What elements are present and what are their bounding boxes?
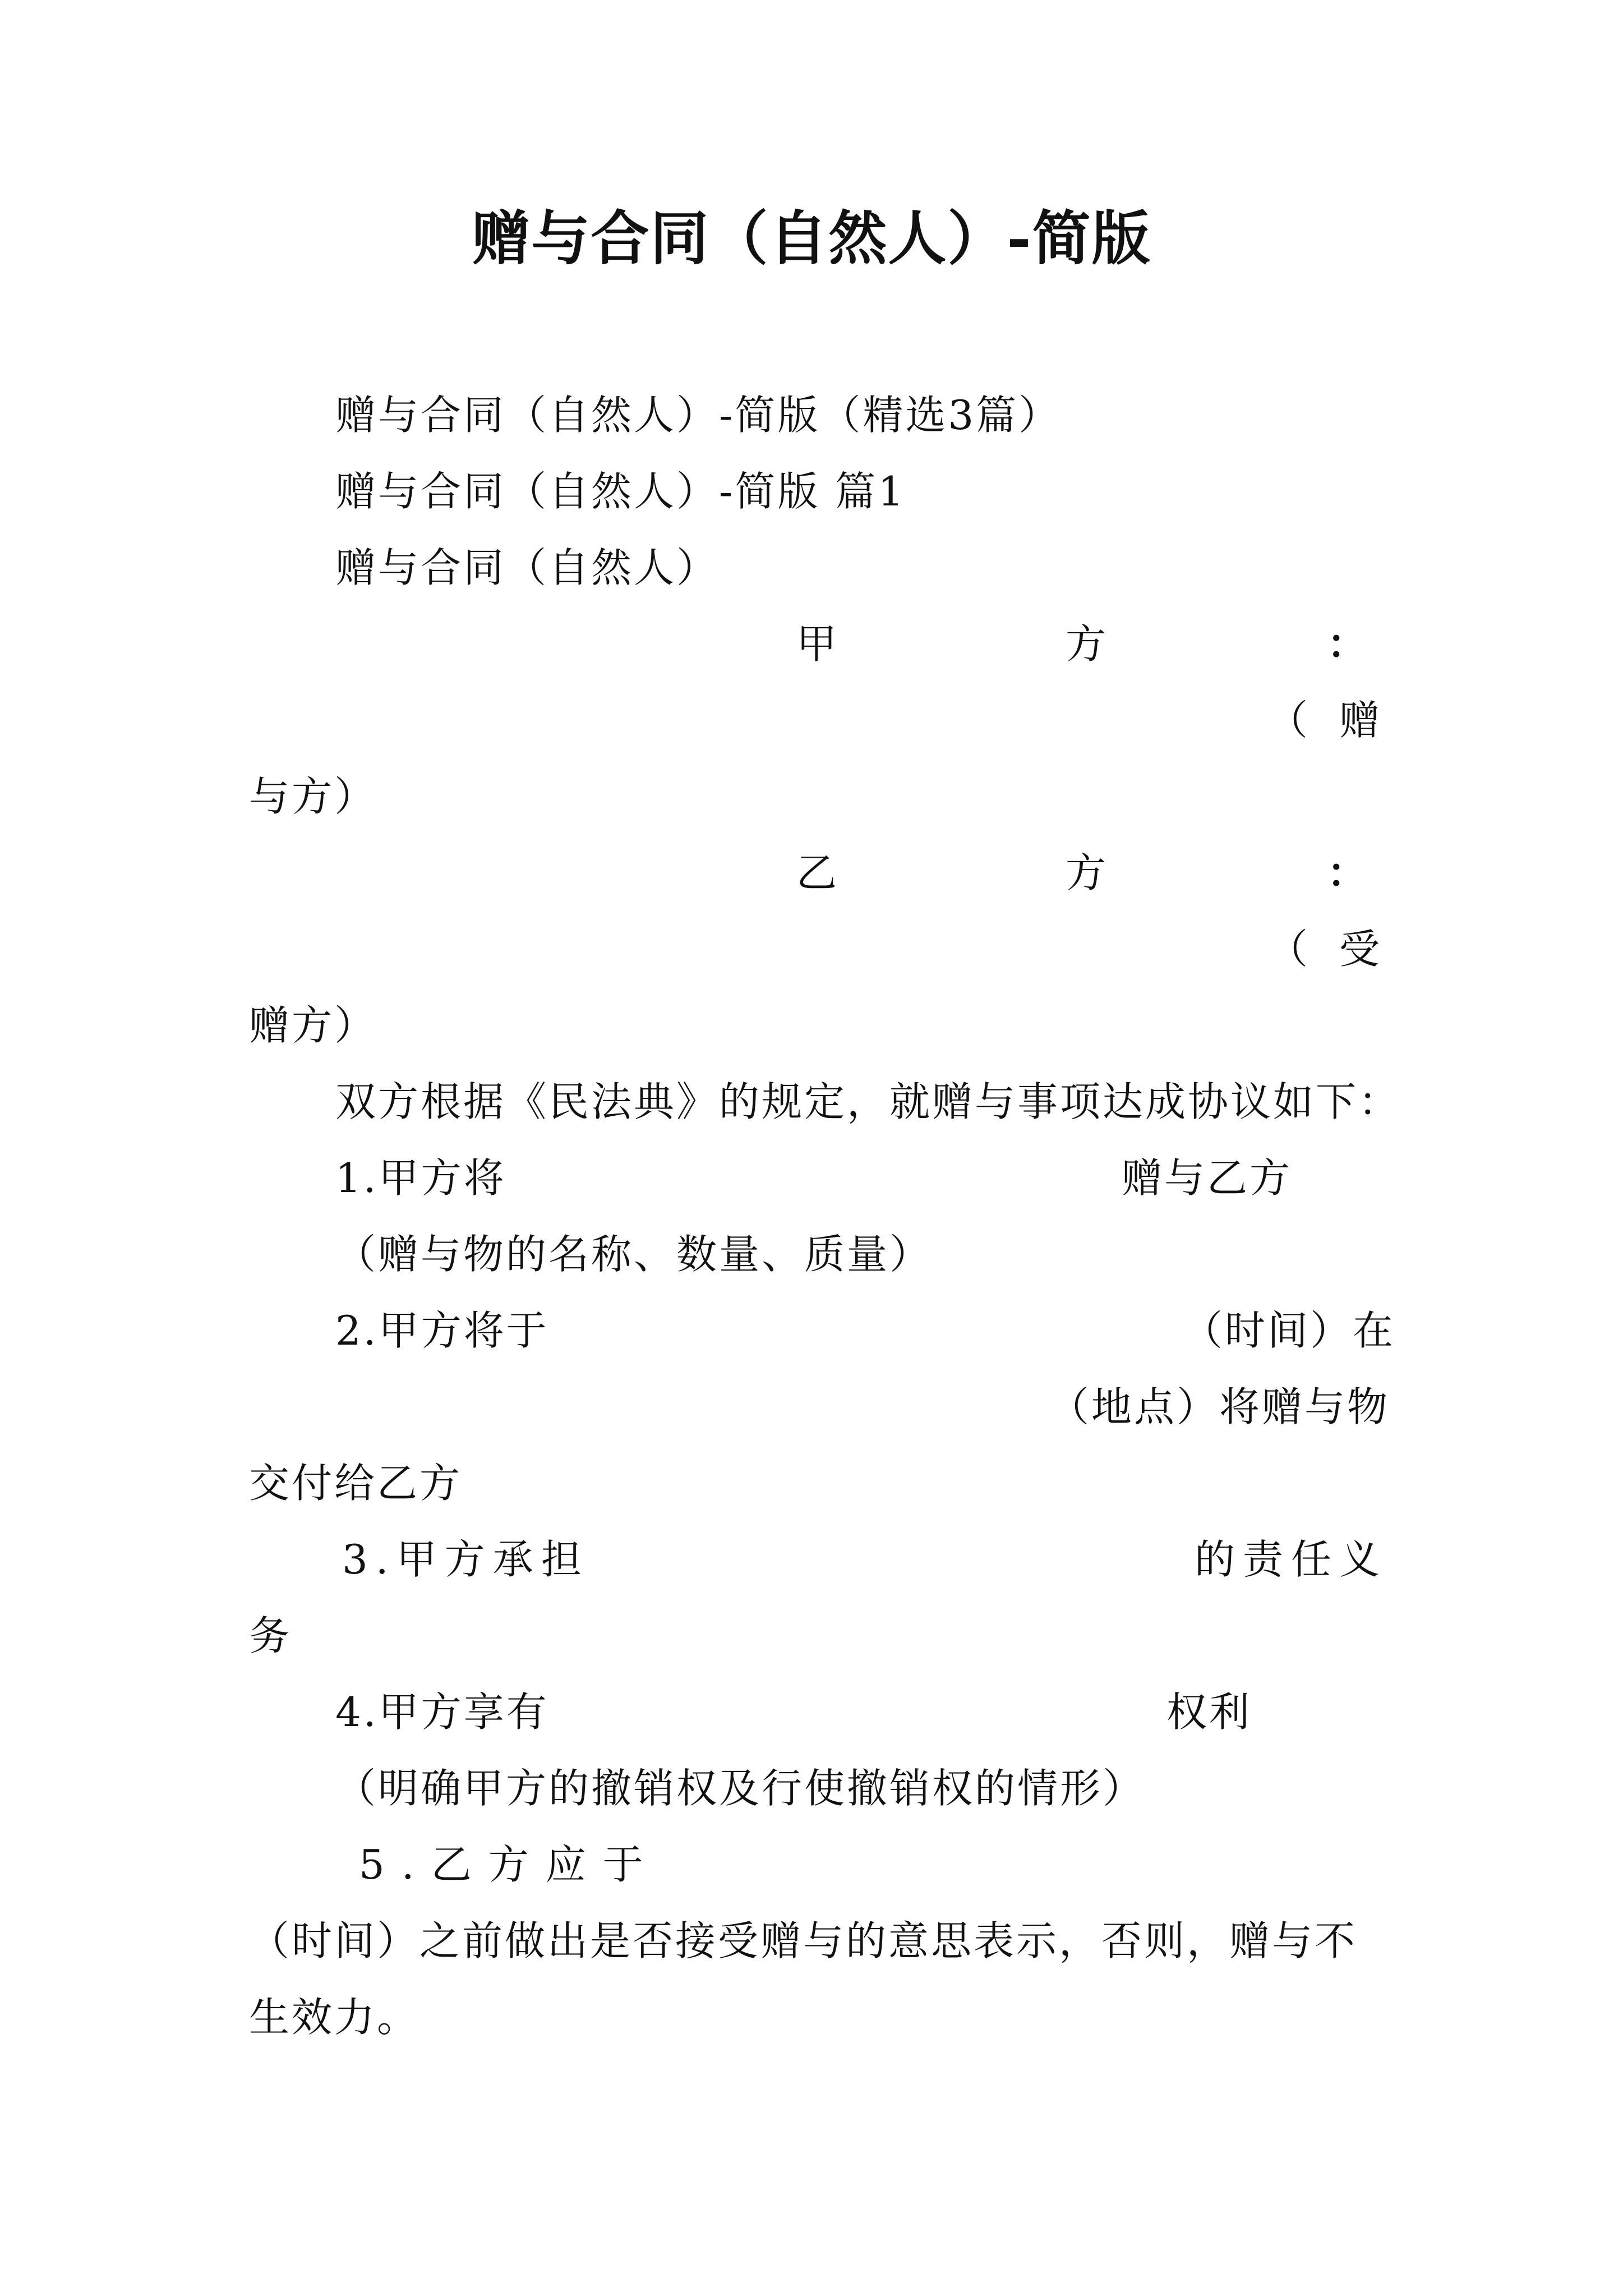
clause-2-right: （时间）在	[1182, 1307, 1396, 1354]
party-b-colon: ：	[1327, 849, 1370, 896]
party-b-role-part2: 赠方）	[249, 1002, 377, 1049]
clause-5-line-2: （时间）之前做出是否接受赠与的意思表示，否则，赠与不	[249, 1917, 1358, 1964]
clause-5-left: 5.乙方应于	[359, 1841, 660, 1888]
party-a-role-part1: 赠	[1339, 697, 1382, 744]
section-heading: 赠与合同（自然人）-简版 篇1	[335, 468, 906, 515]
clause-2-delivery: 交付给乙方	[249, 1460, 463, 1507]
contract-name: 赠与合同（自然人）	[335, 544, 720, 591]
party-a-label-1: 甲	[796, 620, 840, 668]
party-a-colon: ：	[1327, 620, 1370, 668]
clause-4-note: （明确甲方的撤销权及行使撤销权的情形）	[335, 1765, 1146, 1812]
party-b-label-1: 乙	[796, 849, 840, 896]
clause-2-location: （地点）将赠与物	[1049, 1383, 1390, 1430]
document-title: 赠与合同（自然人）-简版	[472, 204, 1151, 273]
party-a-role-part2: 与方）	[249, 773, 377, 820]
agreement-intro: 双方根据《民法典》的规定，就赠与事项达成协议如下：	[335, 1078, 1401, 1125]
party-a-label-2: 方	[1066, 620, 1109, 668]
party-b-role-part1: 受	[1339, 926, 1382, 973]
clause-3-continuation: 务	[249, 1612, 292, 1659]
clause-5-line-3: 生效力。	[249, 1994, 420, 2041]
subtitle-selection: 赠与合同（自然人）-简版（精选3篇）	[335, 392, 1062, 439]
clause-3-left: 3.甲方承担	[342, 1536, 589, 1583]
party-a-paren: （	[1267, 697, 1311, 744]
clause-4-right: 权利	[1166, 1688, 1252, 1736]
clause-1-right: 赠与乙方	[1122, 1154, 1293, 1202]
clause-1-left: 1.甲方将	[335, 1154, 506, 1202]
clause-2-left: 2.甲方将于	[335, 1307, 549, 1354]
party-b-label-2: 方	[1066, 849, 1109, 896]
clause-3-right: 的责任义	[1195, 1536, 1388, 1583]
clause-1-note: （赠与物的名称、数量、质量）	[335, 1231, 933, 1278]
clause-4-left: 4.甲方享有	[335, 1688, 549, 1736]
party-b-paren: （	[1267, 926, 1311, 973]
